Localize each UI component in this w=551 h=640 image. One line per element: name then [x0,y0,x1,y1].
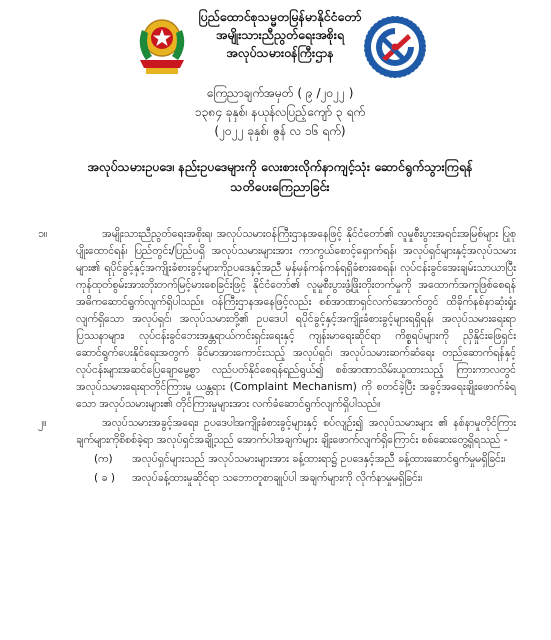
document-body [38,226,516,487]
paragraph-number: ၂။ [38,417,47,429]
paragraph-number: ၁။ [38,228,48,240]
burmese-date: ၁၃၈၄ ခုနှစ်၊ နယုန်လပြည့်ကျော် ၃ ရက် [194,105,366,119]
country-name: ပြည်ထောင်စုသမ္မတမြန်မာနိုင်ငံတော် [198,9,362,24]
ministry-name: အလုပ်သမားဝန်ကြီးဌာန [226,45,334,60]
gregorian-date: (၂၀၂၂ ခုနှစ်၊ ဇွန် လ ၁၆ ရက်) [214,124,346,138]
document-title: အလုပ်သမားဥပဒေ၊ နည်းဥပဒေများကို လေးစားလိုက်နာကျင့်သုံး ဆောင်ရွက်သွားကြရန် [87,159,473,174]
list-item-text: အလုပ်ခန့်ထားမှုဆိုင်ရာ သဘောတူစာချုပ်ပါ အချက်များကို လိုက်နာမှုမရှိခြင်း၊ [132,472,423,484]
paragraph-1 [38,226,516,413]
list-item-label: (က) [94,453,113,465]
list-item-label: ( ခ ) [94,472,115,484]
document-title-line-2: သတိပေးကြေညာခြင်း [230,179,330,194]
list-item [76,470,516,487]
list-item [76,451,516,468]
list-item-text: အလုပ်ရှင်များသည် အလုပ်သမားများအား ခန့်ထားရာ၌ ဥပဒေနှင့်အညီ ခန့်ထားဆောင်ရွက်မှုမရှိခြင်း၊ [132,453,506,465]
paragraph-text: အမျိုးသားညီညွတ်ရေးအစိုးရ၊ အလုပ်သမားဝန်ကြီးဌာနအနေဖြင့် နိုင်ငံတော်၏ လူမှုစီးပွားအရင်းအမြစ်များ ပြုစုပျိုးထောင်ရန်၊ ပြည်တွင်း/ပြည်ပရှိ အလုပ်သမားများအား ကာကွယ်စောင့်ရှောက်ရန်၊ အလုပ်ရှင်များနှင့်အလုပ်သမားများ၏ ရပိုင်ခွင့်နှင့်အကျိုးခံစားခွင့်များကိုဥပဒေနှင့်အညီ မှန်မှန်ကန်ကန်ရရှိခံစားစေရန်၊ လုပ်ငန်းခွင်အေးချမ်းသာယာပြီး ကုန်ထုတ်စွမ်းအားတိုးတက်မြင့်မားစေခြင်းဖြင့် နိုင်ငံတော်၏ လူမှုစီးပွားဖွံ့ဖြိုးတိုးတက်မှုကို အထောက်အကူဖြစ်စေရန် အဓိကဆောင်ရွက်လျက်ရှိပါသည်။ ဝန်ကြီးဌာနအနေဖြင့်လည်း စစ်အာဏာရှင်လက်အောက်တွင် ထိခိုက်နစ်နာဆုံးရှုံးလျက်ရှိသော အလုပ်ရှင်၊ အလုပ်သမားတို့၏ ဥပဒေပါ ရပိုင်ခွင့်နှင့်အကျိုးခံစားခွင့်များရရှိရန်၊ အလုပ်သမားရေးရာပြဿနာများ၊ လုပ်ငန်းခွင်ဘေးအန္တရာယ်ကင်းရှင်းရေးနှင့် ကျန်းမာရေးဆိုင်ရာ ကိစ္စရပ်များကို ညှိနှိုင်းဖြေရှင်း ဆောင်ရွက်ပေးနိုင်ရေးအတွက် ခိုင်မာအားကောင်းသည့် အလုပ်ရှင်၊ အလုပ်သမားဆက်ဆံရေး တည်ဆောက်ရန်နှင့် လုပ်ငန်းများအဆင်ပြေချောမွေ့စွာ လည်ပတ်နိုင်စေရန်ရည်ရွယ်၍ စစ်အာဏာသိမ်းယူထားသည့် ကြားကာလတွင် အလုပ်သမားရေးရာတိုင်ကြားမှု ယန္တရား (Complaint Mechanism) ကို စတင်ခဲ့ပြီး အခွင့်အရေးချိုးဖောက်ခံရသော အလုပ်သမားများ၏ တိုင်ကြားမှုများအား လက်ခံဆောင်ရွက်လျက်ရှိပါသည်။ [76,228,516,410]
paragraph-text: အလုပ်သမားအခွင့်အရေး၊ ဥပဒေပါအကျိုးခံစားခွင့်များနှင့် စပ်လျဉ်း၍ အလုပ်သမားများ ၏ နစ်နာမှုတိုင်ကြားချက်များကိုစိစစ်ခဲ့ရာ အလုပ်ရှင်အချို့သည် အောက်ပါအချက်များ ချိုးဖောက်လျက်ရှိကြောင်း စစ်ဆေးတွေ့ရှိရသည် - [76,417,516,446]
announcement-number: ကြေညာချက်အမှတ် ( ၉ /၂၀၂၂ ) [206,86,354,100]
paragraph-2 [38,415,516,449]
government-name: အမျိုးသားညီညွတ်ရေးအစိုးရ [215,27,345,42]
